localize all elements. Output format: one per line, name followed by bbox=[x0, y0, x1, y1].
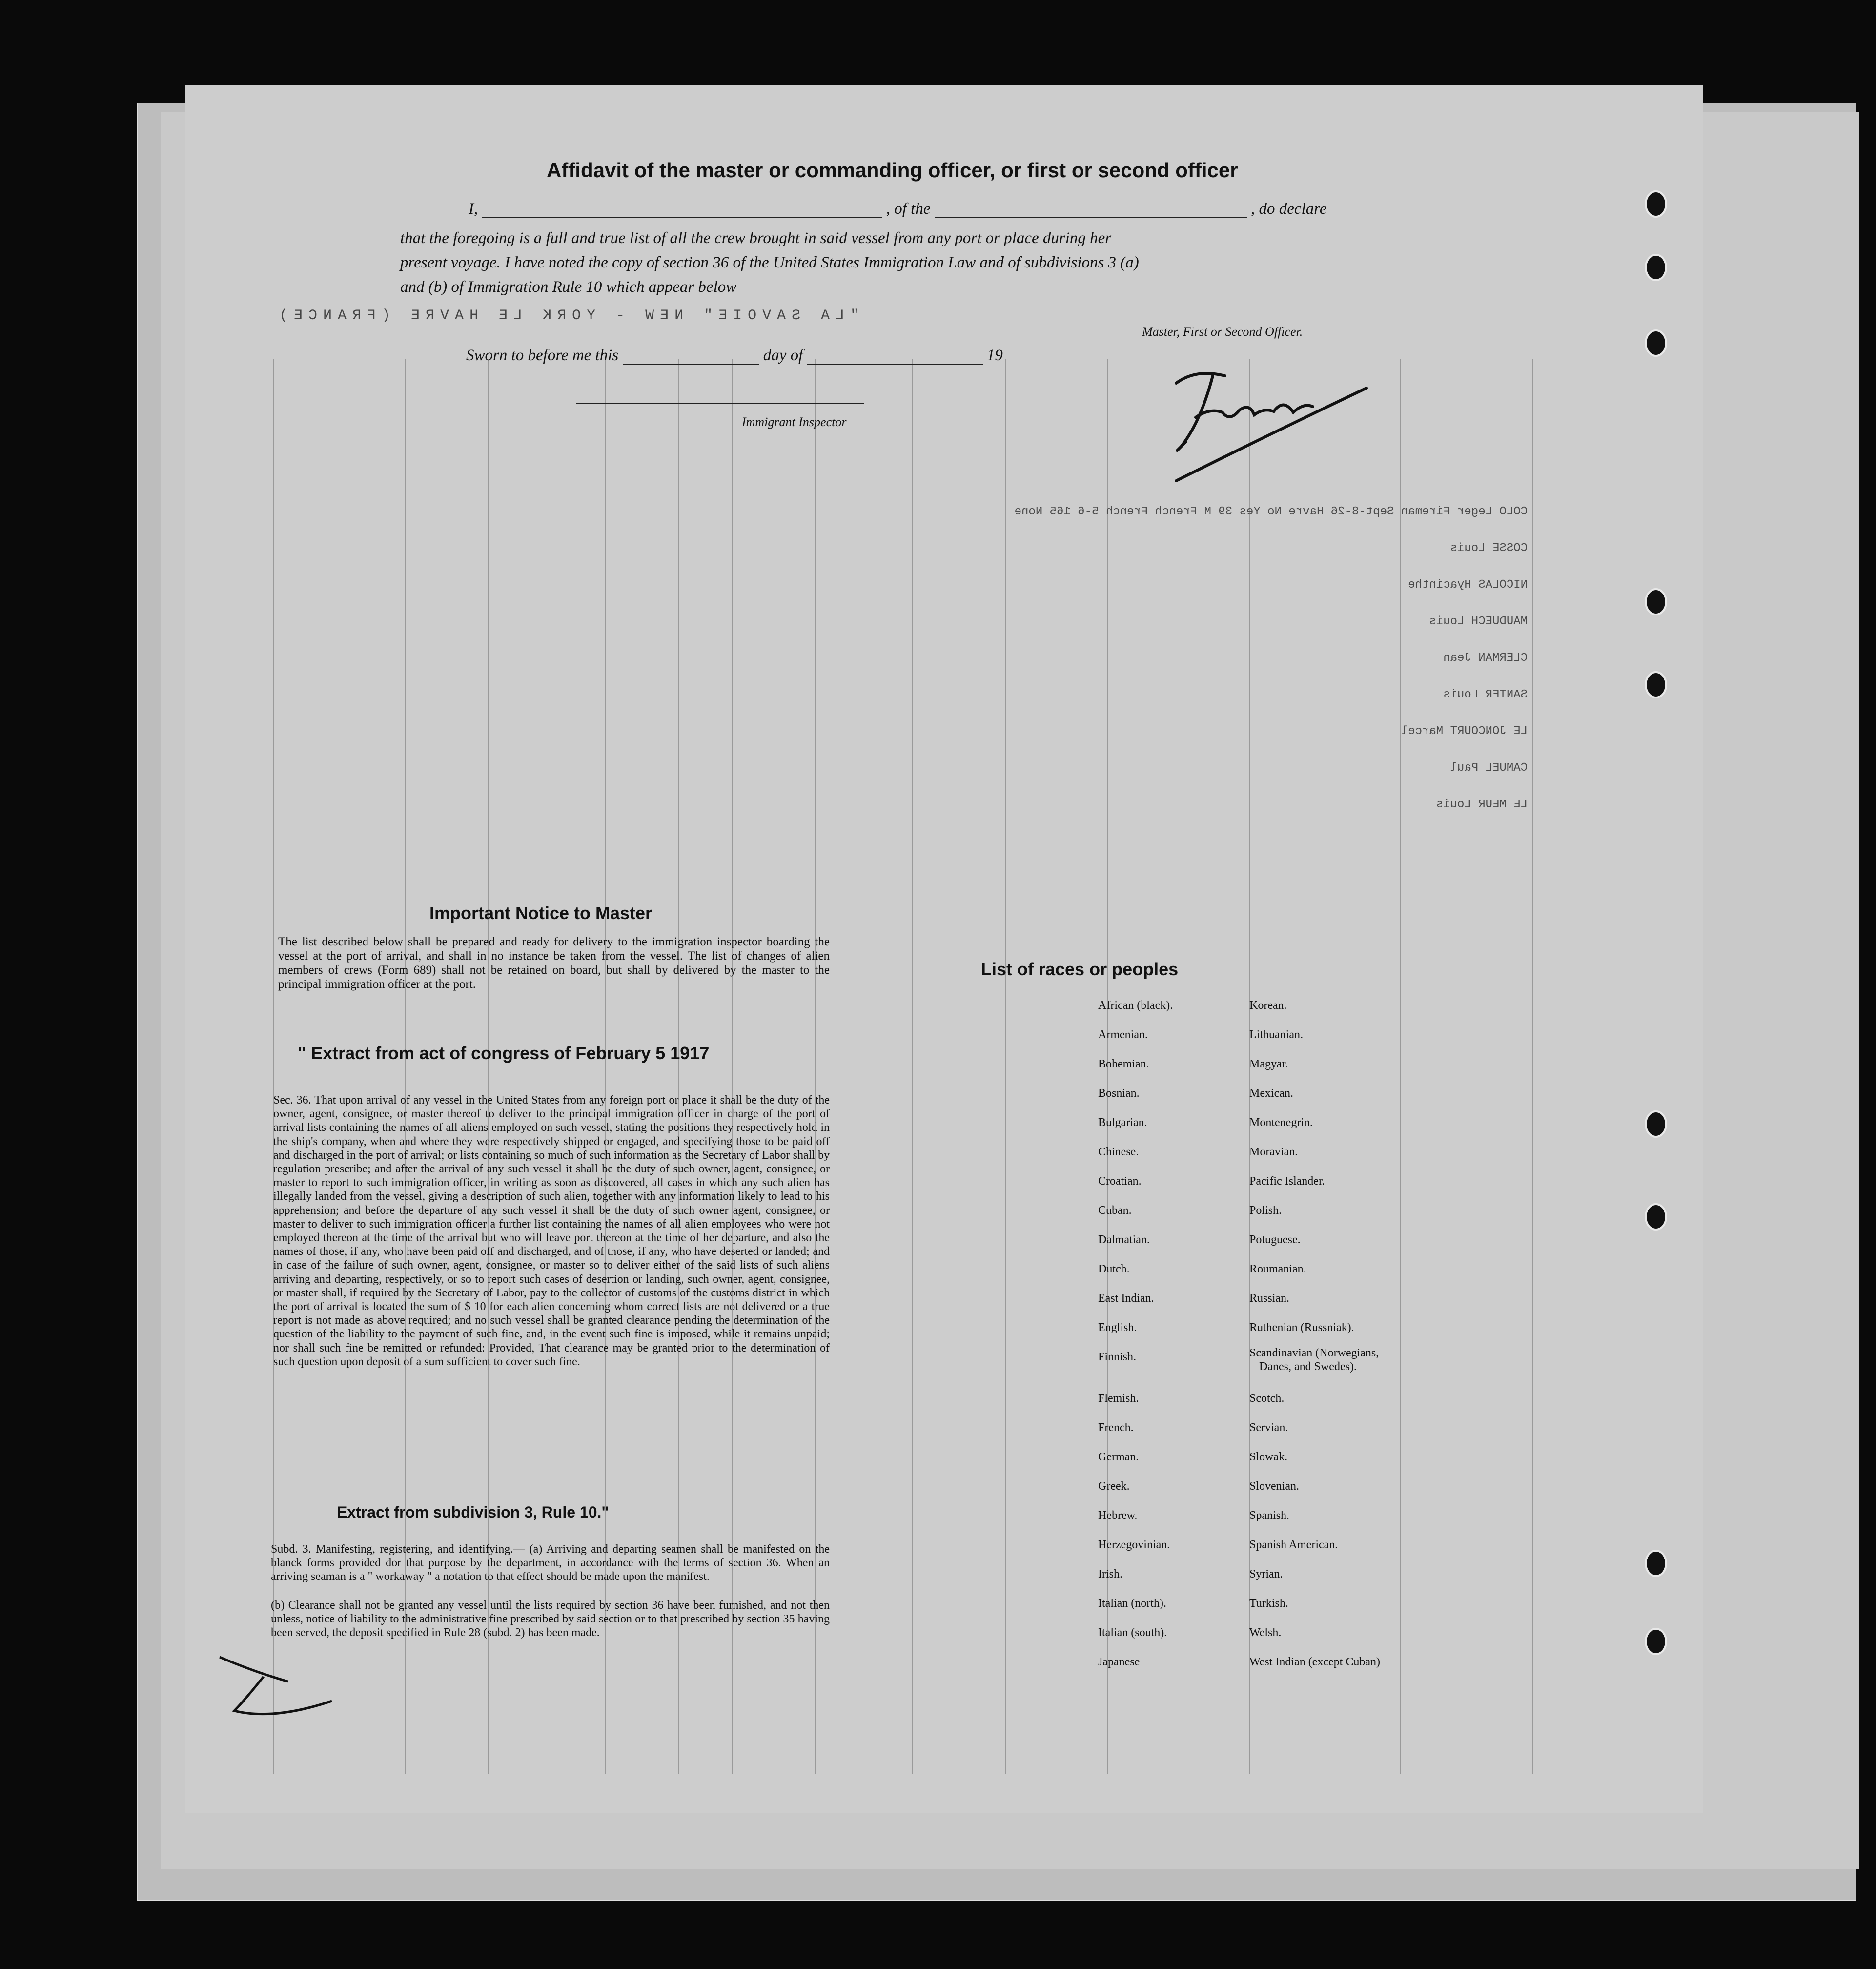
race-item bbox=[1249, 1342, 1380, 1384]
race-item: Dutch. bbox=[1098, 1263, 1130, 1275]
race-item: Montenegrin. bbox=[1249, 1116, 1313, 1129]
year-label: 19 bbox=[986, 347, 1003, 364]
extract-rule10-body-b: (b) Clearance shall not be granted any vessel until the lists required by section 36 have been furnished, and not then unless, notice of liability to the administrative fine prescribed by said section or to that prescribed by section 35 having been served, the deposit specified in Rule 28 (subd. 2) has been made. bbox=[271, 1599, 830, 1639]
extract-1917-heading: " Extract from act of congress of February 5 1917 bbox=[298, 1043, 710, 1063]
binder-hole-5 bbox=[1645, 671, 1667, 698]
ghost-row: CLERMAN Jean bbox=[1443, 652, 1528, 665]
race-item: Bohemian. bbox=[1098, 1058, 1149, 1070]
race-item: Potuguese. bbox=[1249, 1233, 1301, 1246]
inspector-caption: Immigrant Inspector bbox=[742, 415, 847, 429]
race-item: Cuban. bbox=[1098, 1204, 1132, 1217]
race-item: Turkish. bbox=[1249, 1597, 1288, 1610]
race-item: Slowak. bbox=[1249, 1451, 1287, 1463]
race-item: Russian. bbox=[1249, 1292, 1290, 1305]
affidavit-line-1 bbox=[469, 200, 1326, 218]
day-blank bbox=[623, 350, 759, 365]
race-item: Scotch. bbox=[1249, 1392, 1285, 1405]
binder-hole-3 bbox=[1645, 329, 1667, 357]
binder-hole-8 bbox=[1645, 1550, 1667, 1577]
race-item: Spanish. bbox=[1249, 1509, 1290, 1522]
notice-body: The list described below shall be prepared and ready for delivery to the immigration inspector boarding the vessel at the port of arrival, and shall in no instance be taken from the vessel. The list of changes of alien members of crews (Form 689) shall not be retained on board, but shall by delivered by the master to the principal immigration officer at the port. bbox=[278, 935, 830, 991]
race-item: Finnish. bbox=[1098, 1351, 1137, 1363]
binder-hole-1 bbox=[1645, 190, 1667, 218]
binder-hole-4 bbox=[1645, 588, 1667, 615]
races-left-column bbox=[1098, 991, 1173, 1677]
race-item-line: Scandinavian (Norwegians, bbox=[1249, 1347, 1379, 1359]
race-item: Armenian. bbox=[1098, 1028, 1148, 1041]
month-blank bbox=[807, 350, 983, 365]
binder-hole-7 bbox=[1645, 1203, 1667, 1231]
extract-1917-body: Sec. 36. That upon arrival of any vessel in the United States from any foreign port or place it shall be the duty of the owner, agent, consignee, or master thereof to deliver to the principal immigration officer in charge of the port of arrival lists containing the names of all aliens employed on such vessel, stating the positions they respectively hold in the ship's company, when and where they were respectively shipped or engaged, and specifying those to be paid off and discharged in the port of arrival; or lists containing so much of such information as the Secretary of Labor shall by regulation prescribe; and after the arrival of any such vessel it shall be the duty of such owner, agent, consignee, or master to report to such immigration officer, in writing as soon as discovered, all cases in which any such alien has illegally landed from the vessel, giving a description of such alien, together with any information likely to lead to his apprehension; and before the departure of any such vessel it shall be the duty of such owner agent, consignee, or master to deliver to such immigration officer a further list containing the names of all alien employees who were not employed thereon at the time of the arrival but who will leave port thereon at the time of her departure, and also the names of those, if any, who have been paid off and discharged, and of those, if any, who have deserted or landed; and in case of the failure of such owner, agent, consignee, or master so to deliver either of the said lists of such aliens arriving and departing, respectively, or so to report such cases of desertion or landing, such owner, agent, consignee, or master shall, if required by the Secretary of Labor, pay to the collector of customs of the customs district in which the port of arrival is located the sum of $ 10 for each alien concerning whom correct lists are not delivered or a true report is not made as above required; and no such vessel shall be granted clearance pending the determination of the question of the liability to the payment of such fine, and, in the event such fine is imposed, while it remains unpaid; nor shall such fine be remitted or refunded: Provided, That clearance may be granted prior to the determination of such question upon deposit of a sum sufficient to cover such fine. bbox=[273, 1094, 830, 1368]
race-item: Italian (south). bbox=[1098, 1626, 1167, 1639]
manifest-sheet bbox=[185, 85, 1703, 1813]
race-item: Slovenian. bbox=[1249, 1480, 1299, 1493]
race-item: Spanish American. bbox=[1249, 1538, 1338, 1551]
ghost-row: SANTER Louis bbox=[1443, 688, 1528, 701]
ghost-row: COLO Leger Fireman Sept-8-26 Havre No Yes 39 M French French 5-6 165 None bbox=[1014, 505, 1528, 518]
ghost-row: MAUDUECH Louis bbox=[1429, 615, 1528, 628]
race-item-line: Danes, and Swedes). bbox=[1259, 1360, 1357, 1373]
races-right-column bbox=[1249, 991, 1380, 1677]
race-item: Bosnian. bbox=[1098, 1087, 1140, 1100]
master-caption: Master, First or Second Officer. bbox=[1142, 325, 1303, 339]
race-item: Syrian. bbox=[1249, 1568, 1283, 1580]
ghost-row: CAMUEL Paul bbox=[1450, 761, 1528, 775]
extract-rule10-body-a: Subd. 3. Manifesting, registering, and identifying.— (a) Arriving and departing seamen shall be manifested on the blanck forms provided dor that purpose by the department, in accordance with the terms of section 36. When an arriving seaman is a " workaway " a notation to that effect should be made upon the manifest. bbox=[271, 1543, 830, 1583]
race-item: English. bbox=[1098, 1321, 1137, 1334]
binder-hole-2 bbox=[1645, 254, 1667, 281]
race-item: Dalmatian. bbox=[1098, 1233, 1150, 1246]
race-item: Roumanian. bbox=[1249, 1263, 1306, 1275]
race-item: Chinese. bbox=[1098, 1146, 1139, 1158]
race-item: Servian. bbox=[1249, 1421, 1288, 1434]
race-item: Bulgarian. bbox=[1098, 1116, 1147, 1129]
notice-heading: Important Notice to Master bbox=[429, 903, 653, 923]
race-item: Mexican. bbox=[1249, 1087, 1293, 1100]
race-item: Japanese bbox=[1098, 1656, 1140, 1668]
affidavit-line-4: and (b) of Immigration Rule 10 which appear below bbox=[400, 278, 737, 296]
race-item: Irish. bbox=[1098, 1568, 1122, 1580]
affidavit-line-2: that the foregoing is a full and true list of all the crew brought in said vessel from any port or place during her bbox=[400, 229, 1112, 247]
race-item: German. bbox=[1098, 1451, 1139, 1463]
race-item: Moravian. bbox=[1249, 1146, 1298, 1158]
ghost-row: NICOLAS Hyacinthe bbox=[1408, 578, 1528, 592]
ghost-row: LE JONCOURT Marcel bbox=[1401, 725, 1528, 738]
sworn-label: Sworn to before me this bbox=[466, 347, 619, 364]
race-item: Lithuanian. bbox=[1249, 1028, 1303, 1041]
race-item: Herzegovinian. bbox=[1098, 1538, 1170, 1551]
affidavit-line-3: present voyage. I have noted the copy of section 36 of the United States Immigration Law and of subdivisions 3 (a) bbox=[400, 254, 1139, 271]
inspector-blank bbox=[576, 403, 864, 404]
ghost-crew-rows bbox=[259, 505, 1528, 944]
race-item: Ruthenian (Russniak). bbox=[1249, 1321, 1354, 1334]
extract-rule10-heading: Extract from subdivision 3, Rule 10." bbox=[337, 1503, 609, 1521]
race-item: East Indian. bbox=[1098, 1292, 1154, 1305]
binder-hole-6 bbox=[1645, 1110, 1667, 1138]
race-item: French. bbox=[1098, 1421, 1134, 1434]
race-item: Greek. bbox=[1098, 1480, 1130, 1493]
race-item: Magyar. bbox=[1249, 1058, 1288, 1070]
race-item: Polish. bbox=[1249, 1204, 1282, 1217]
races-title: List of races or peoples bbox=[981, 959, 1179, 979]
of-the-label: , of the bbox=[886, 200, 931, 218]
master-signature bbox=[1166, 349, 1371, 486]
race-item: Pacific Islander. bbox=[1249, 1175, 1325, 1188]
race-item: Hebrew. bbox=[1098, 1509, 1138, 1522]
declarant-blank bbox=[482, 204, 882, 218]
do-declare-label: , do declare bbox=[1250, 200, 1327, 218]
race-item: Korean. bbox=[1249, 999, 1287, 1012]
sworn-line bbox=[466, 347, 1003, 365]
vessel-blank bbox=[935, 204, 1247, 218]
race-item: Welsh. bbox=[1249, 1626, 1282, 1639]
ghost-row: LE MEUR Louis bbox=[1436, 798, 1528, 811]
declarant-label: I, bbox=[469, 200, 478, 218]
ghost-vessel-header: "LA SAVOIE" NEW - YORK LE HAVRE (FRANCE) bbox=[273, 308, 859, 324]
day-of-label: day of bbox=[763, 347, 803, 364]
race-item: Flemish. bbox=[1098, 1392, 1139, 1405]
race-item: African (black). bbox=[1098, 999, 1173, 1012]
race-item: Italian (north). bbox=[1098, 1597, 1166, 1610]
race-item: West Indian (except Cuban) bbox=[1249, 1656, 1380, 1668]
affidavit-title: Affidavit of the master or commanding officer, or first or second officer bbox=[547, 159, 1238, 182]
ghost-row: COSSE Louis bbox=[1450, 542, 1528, 555]
race-item: Croatian. bbox=[1098, 1175, 1142, 1188]
binder-hole-9 bbox=[1645, 1628, 1667, 1655]
pencil-mark bbox=[215, 1647, 342, 1735]
